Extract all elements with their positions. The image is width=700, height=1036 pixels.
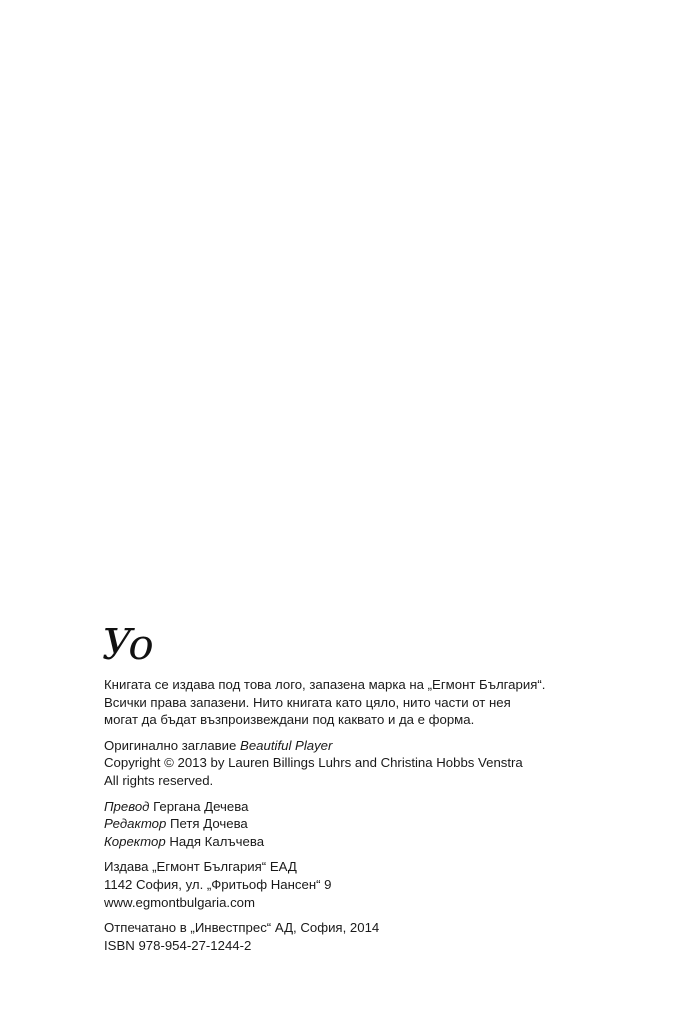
copyright-page-text <box>104 676 624 962</box>
credit-name: Петя Дочева <box>170 816 248 832</box>
credit-name: Надя Калъчева <box>169 833 265 849</box>
publisher-logo: Уо <box>102 620 150 669</box>
rights-notice <box>104 676 624 729</box>
original-title-value: Beautiful Player <box>240 737 333 753</box>
printed-line: Отпечатано в „Инвестпрес“ АД, София, 2014 <box>104 920 380 936</box>
original-title-line <box>104 737 624 755</box>
copyright-line: Copyright © 2013 by Lauren Billings Luhrs and Christina Hobbs Venstra <box>104 755 523 771</box>
credit-role: Превод <box>104 798 150 814</box>
publisher-address-line: 1142 София, ул. „Фритьоф Нансен“ 9 <box>104 876 332 892</box>
publisher-url: www.egmontbulgaria.com <box>104 894 255 910</box>
credit-proofreader <box>104 833 624 851</box>
notice-line-2: Всички права запазени. Нито книгата като цяло, нито части от нея <box>104 694 511 710</box>
isbn-line: ISBN 978-954-27-1244-2 <box>104 937 252 953</box>
credit-role: Коректор <box>104 833 166 849</box>
credits-block <box>104 798 624 851</box>
credit-translator <box>104 798 624 816</box>
print-block <box>104 919 624 954</box>
notice-line-3: могат да бъдат възпроизвеждани под каквато и да е форма. <box>104 712 475 728</box>
original-title-block <box>104 737 624 790</box>
publisher-name-line: Издава „Егмонт България“ ЕАД <box>104 859 297 875</box>
rights-line: All rights reserved. <box>104 772 214 788</box>
publisher-block <box>104 858 624 911</box>
original-title-label: Оригинално заглавие <box>104 737 237 753</box>
credit-editor <box>104 815 624 833</box>
notice-line-1: Книгата се издава под това лого, запазена марка на „Егмонт България“. <box>104 677 546 692</box>
credit-name: Гергана Дечева <box>153 798 249 814</box>
credit-role: Редактор <box>104 816 167 832</box>
